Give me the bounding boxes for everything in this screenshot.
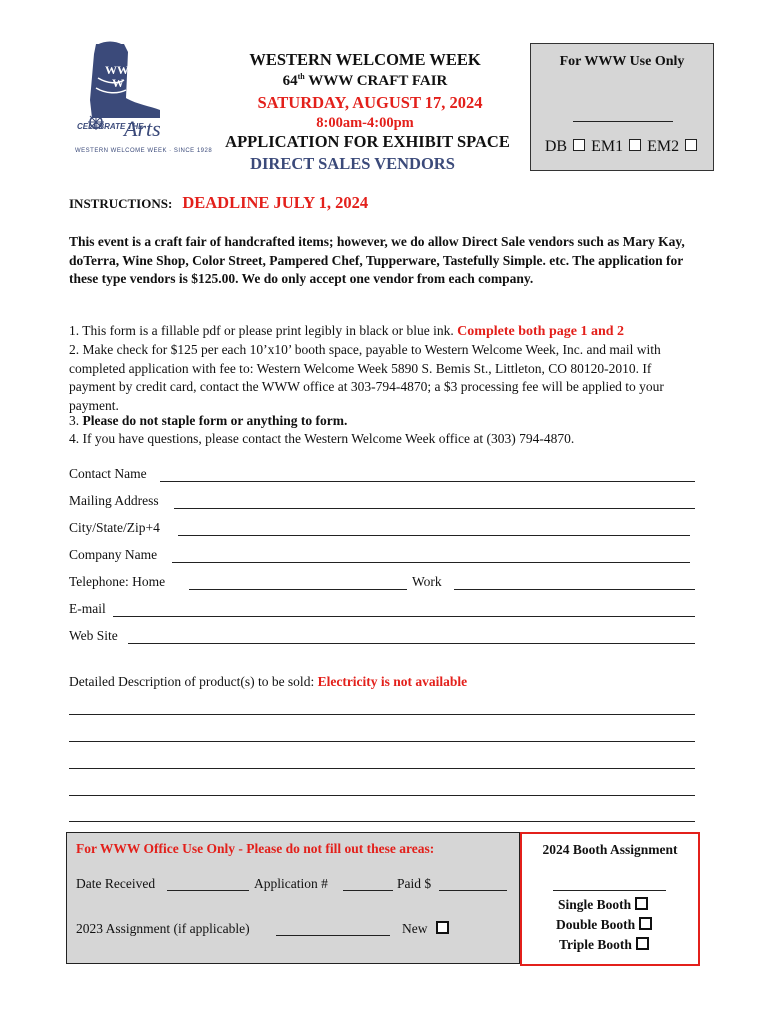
city-state-zip-label: City/State/Zip+4 [69, 520, 160, 535]
booth-assignment-title: 2024 Booth Assignment [542, 842, 678, 857]
paid-field[interactable] [439, 890, 507, 891]
office-use-box [66, 832, 520, 964]
description-line-2[interactable] [69, 741, 695, 742]
instruction-item-2: 2. Make check for $125 per each 10’x10’ booth space, payable to Western Welcome Week, Inc. and mail with completed application with fee to: Western Welcome Week 5890 S. Bemis St., Littleton, CO 80120-2010. If payment by credit card, contact the WWW office at 303-794-4870; a $3 processing fee will be applied to your payment. [69, 342, 664, 413]
event-time: 8:00am-4:00pm [316, 115, 414, 131]
description-line-3[interactable] [69, 768, 695, 769]
booth-assignment-box [520, 832, 700, 966]
www-use-only-title: For WWW Use Only [559, 54, 685, 69]
db-checkbox[interactable] [573, 139, 585, 151]
logo-tagline: CELEBRATE THE [77, 122, 144, 131]
logo-badge: WW [105, 63, 129, 77]
work-phone-field[interactable] [454, 589, 695, 590]
em1-checkbox[interactable] [629, 139, 641, 151]
www-checkboxes: DB EM1 EM2 [531, 138, 713, 156]
em2-checkbox[interactable] [685, 139, 697, 151]
instructions-header [69, 193, 368, 213]
date-received-field[interactable] [167, 890, 249, 891]
city-state-zip-field[interactable] [178, 535, 690, 536]
double-booth-option[interactable]: Double Booth [556, 917, 652, 933]
logo-subline: WESTERN WELCOME WEEK · SINCE 1928 [75, 148, 213, 154]
application-number-label: Application # [254, 876, 328, 891]
description-label: Detailed Description of product(s) to be sold: Electricity is not available [69, 674, 468, 689]
description-line-1[interactable] [69, 714, 695, 715]
event-date: SATURDAY, AUGUST 17, 2024 [257, 93, 483, 112]
date-received-label: Date Received [76, 876, 156, 891]
instruction-item-4: 4. If you have questions, please contact the Western Welcome Week office at (303) 794-4870. [69, 431, 575, 446]
assignment-2023-field[interactable] [276, 935, 390, 936]
email-label: E-mail [69, 601, 106, 616]
electricity-note: Electricity is not available [317, 674, 468, 689]
event-title: WESTERN WELCOME WEEK [249, 50, 481, 69]
contact-name-field[interactable] [160, 481, 695, 482]
telephone-home-label: Telephone: Home [69, 574, 166, 589]
triple-booth-option[interactable]: Triple Booth [559, 937, 649, 953]
mailing-address-label: Mailing Address [69, 493, 159, 508]
company-name-label: Company Name [69, 547, 158, 562]
new-checkbox[interactable] [436, 921, 449, 934]
email-field[interactable] [113, 616, 695, 617]
office-use-title: For WWW Office Use Only - Please do not fill out these areas: [76, 841, 435, 856]
craft-fair-title: 64th WWW CRAFT FAIR [282, 72, 448, 89]
booth-assignment-field[interactable] [553, 890, 666, 891]
logo: WW W CELEBRATE THE Arts WESTERN WELCOME WEEK · SINCE 1928 [74, 40, 176, 160]
deadline: DEADLINE JULY 1, 2024 [182, 193, 369, 212]
new-label: New [402, 921, 449, 937]
instruction-item-1: 1. This form is a fillable pdf or please print legibly in black or blue ink. Complete both page 1 and 2 [69, 323, 625, 339]
telephone-home-field[interactable] [189, 589, 407, 590]
double-booth-checkbox[interactable] [639, 917, 652, 930]
instruction-item-3: 3. Please do not staple form or anything to form. [69, 413, 348, 428]
mailing-address-field[interactable] [174, 508, 695, 509]
single-booth-checkbox[interactable] [635, 897, 648, 910]
company-name-field[interactable] [172, 562, 690, 563]
contact-name-label: Contact Name [69, 466, 147, 481]
web-site-field[interactable] [128, 643, 695, 644]
instructions-label: INSTRUCTIONS: [69, 196, 173, 211]
logo-script: Arts [124, 116, 161, 141]
vendor-category: DIRECT SALES VENDORS [250, 154, 455, 173]
description-line-4[interactable] [69, 795, 695, 796]
assignment-2023-label: 2023 Assignment (if applicable) [76, 921, 250, 936]
www-use-only-box [530, 43, 714, 171]
single-booth-option[interactable]: Single Booth [558, 897, 648, 913]
www-use-line [573, 121, 673, 122]
web-site-label: Web Site [69, 628, 118, 643]
triple-booth-checkbox[interactable] [636, 937, 649, 950]
description-line-5[interactable] [69, 821, 695, 822]
work-phone-label: Work [412, 574, 442, 589]
application-number-field[interactable] [343, 890, 393, 891]
paid-label: Paid $ [397, 876, 432, 891]
application-title: APPLICATION FOR EXHIBIT SPACE [225, 132, 510, 151]
intro-paragraph: This event is a craft fair of handcrafted items; however, we do allow Direct Sale vendors such as Mary Kay, doTerra, Wine Shop, Color Street, Pampered Chef, Tupperware, Tastefully Simple. etc. The application for these type vendors is $125.00. We do only accept one vendor from each company. [69, 234, 685, 286]
